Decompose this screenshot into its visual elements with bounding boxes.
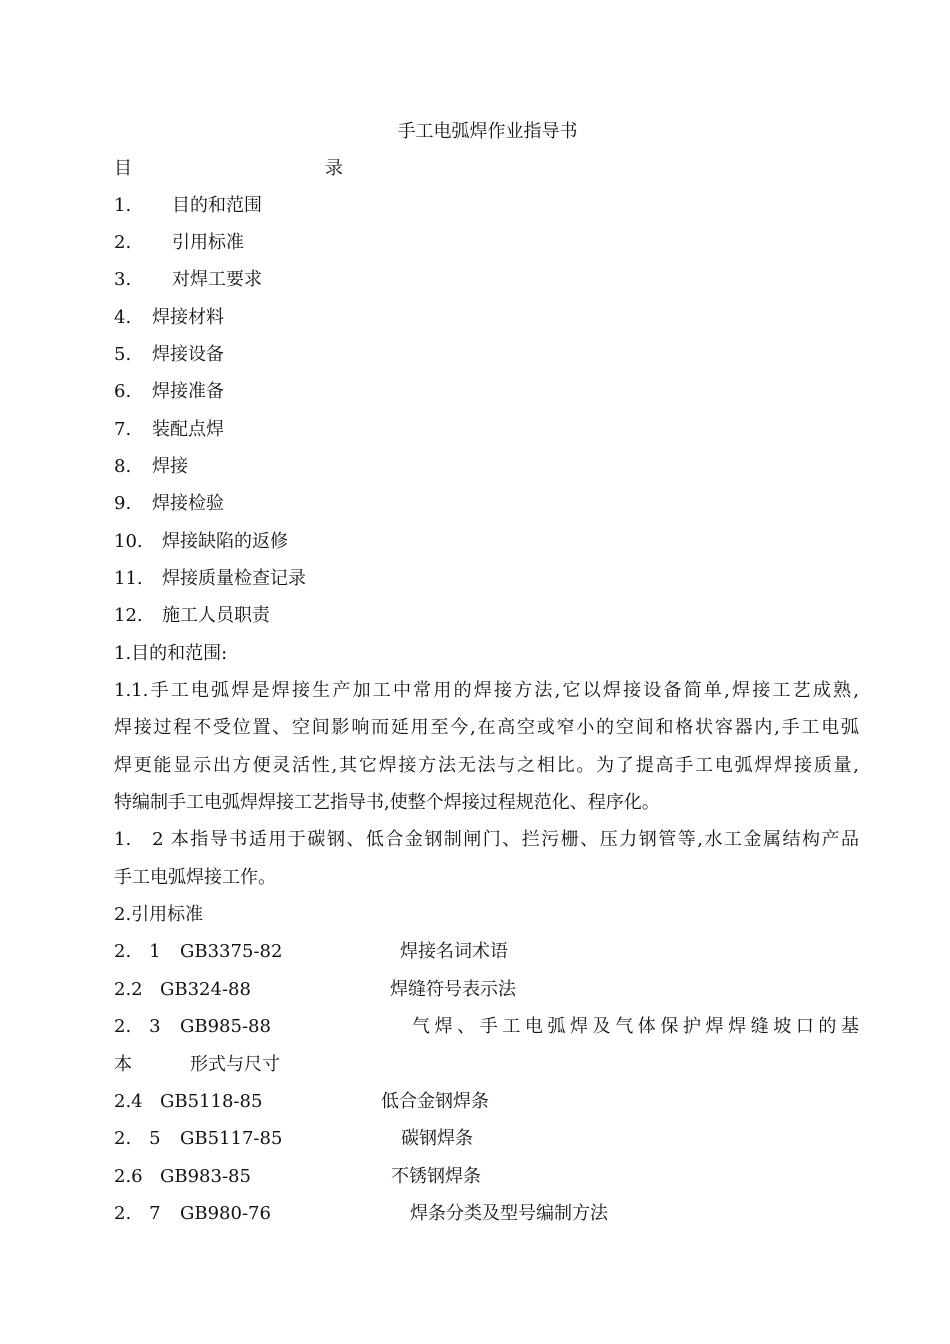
toc-item-num: 3.	[114, 269, 132, 290]
section-heading: 1.目的和范围:	[114, 643, 228, 664]
document-title: 手工电弧焊作业指导书	[397, 121, 578, 142]
toc-item	[114, 604, 270, 628]
paragraph-line: 1.1.手工电弧焊是焊接生产加工中常用的焊接方法,它以焊接设备简单,焊接工艺成熟,	[114, 680, 859, 701]
standard-title: 焊接名词术语	[400, 941, 508, 962]
toc-heading-left: 目	[114, 158, 132, 179]
standard-title: 焊缝符号表示法	[390, 979, 516, 1000]
toc-item-label: 装配点焊	[152, 419, 224, 440]
toc-item	[114, 380, 224, 404]
toc-item	[114, 268, 262, 292]
toc-item-label: 焊接质量检查记录	[162, 568, 306, 589]
standard-number: 2.4	[114, 1091, 143, 1112]
standard-number: 2. 1	[114, 941, 161, 962]
toc-item	[114, 567, 306, 591]
toc-item-num: 1.	[114, 195, 132, 216]
toc-item-label: 焊接准备	[152, 381, 224, 402]
toc-item	[114, 231, 244, 255]
paragraph-line: 1. 2 本指导书适用于碳钢、低合金钢制闸门、拦污栅、压力钢管等,水工金属结构产品	[114, 829, 859, 850]
toc-item	[114, 418, 224, 442]
standard-number: 2.6	[114, 1166, 143, 1187]
paragraph-line: 特编制手工电弧焊焊接工艺指导书,使整个焊接过程规范化、程序化。	[114, 792, 660, 813]
toc-item-label: 焊接缺陷的返修	[162, 531, 288, 552]
toc-item-num: 7.	[114, 419, 132, 440]
standard-number: 2. 7	[114, 1203, 161, 1224]
standard-number: 2. 5	[114, 1128, 161, 1149]
toc-item-label: 目的和范围	[172, 195, 262, 216]
standard-code: GB980-76	[180, 1203, 271, 1224]
toc-item-num: 8.	[114, 456, 132, 477]
standard-code: GB985-88	[180, 1016, 271, 1037]
toc-item-num: 5.	[114, 344, 132, 365]
toc-item-num: 10.	[114, 531, 143, 552]
toc-item-label: 焊接材料	[152, 307, 224, 328]
toc-item	[114, 194, 262, 218]
standard-title: 焊条分类及型号编制方法	[410, 1203, 608, 1224]
toc-item-num: 11.	[114, 568, 143, 589]
standard-title: 低合金钢焊条	[381, 1091, 489, 1112]
toc-heading-right: 录	[325, 158, 343, 179]
standard-title: 不锈钢焊条	[391, 1166, 481, 1187]
standard-code: GB3375-82	[180, 941, 283, 962]
toc-item-num: 2.	[114, 232, 132, 253]
standard-title-continued: 本	[114, 1054, 132, 1075]
toc-item-label: 焊接	[152, 456, 188, 477]
section-heading: 2.引用标准	[114, 904, 204, 925]
toc-item-label: 对焊工要求	[172, 269, 262, 290]
toc-item-num: 9.	[114, 493, 132, 514]
standard-title-continued: 形式与尺寸	[190, 1054, 280, 1075]
toc-item	[114, 492, 224, 516]
toc-item	[114, 455, 188, 479]
paragraph-line: 手工电弧焊接工作。	[114, 867, 276, 888]
toc-item	[114, 343, 224, 367]
standard-code: GB324-88	[160, 979, 251, 1000]
toc-item-num: 4.	[114, 307, 132, 328]
standard-number: 2.2	[114, 979, 143, 1000]
toc-item-label: 焊接设备	[152, 344, 224, 365]
toc-item-label: 施工人员职责	[162, 605, 270, 626]
standard-title: 气焊、手工电弧焊及气体保护焊焊缝坡口的基	[412, 1016, 859, 1037]
standard-title: 碳钢焊条	[401, 1128, 473, 1149]
standard-number: 2. 3	[114, 1016, 161, 1037]
toc-item-label: 焊接检验	[152, 493, 224, 514]
toc-item	[114, 530, 288, 554]
toc-item-label: 引用标准	[172, 232, 244, 253]
paragraph-line: 焊接过程不受位置、空间影响而延用至今,在高空或窄小的空间和格状容器内,手工电弧	[114, 717, 859, 738]
standard-code: GB5118-85	[160, 1091, 263, 1112]
standard-code: GB5117-85	[180, 1128, 283, 1149]
standard-code: GB983-85	[160, 1166, 251, 1187]
paragraph-line: 焊更能显示出方便灵活性,其它焊接方法无法与之相比。为了提高手工电弧焊焊接质量,	[114, 755, 859, 776]
toc-item-num: 6.	[114, 381, 132, 402]
toc-item-num: 12.	[114, 605, 143, 626]
toc-item	[114, 306, 224, 330]
